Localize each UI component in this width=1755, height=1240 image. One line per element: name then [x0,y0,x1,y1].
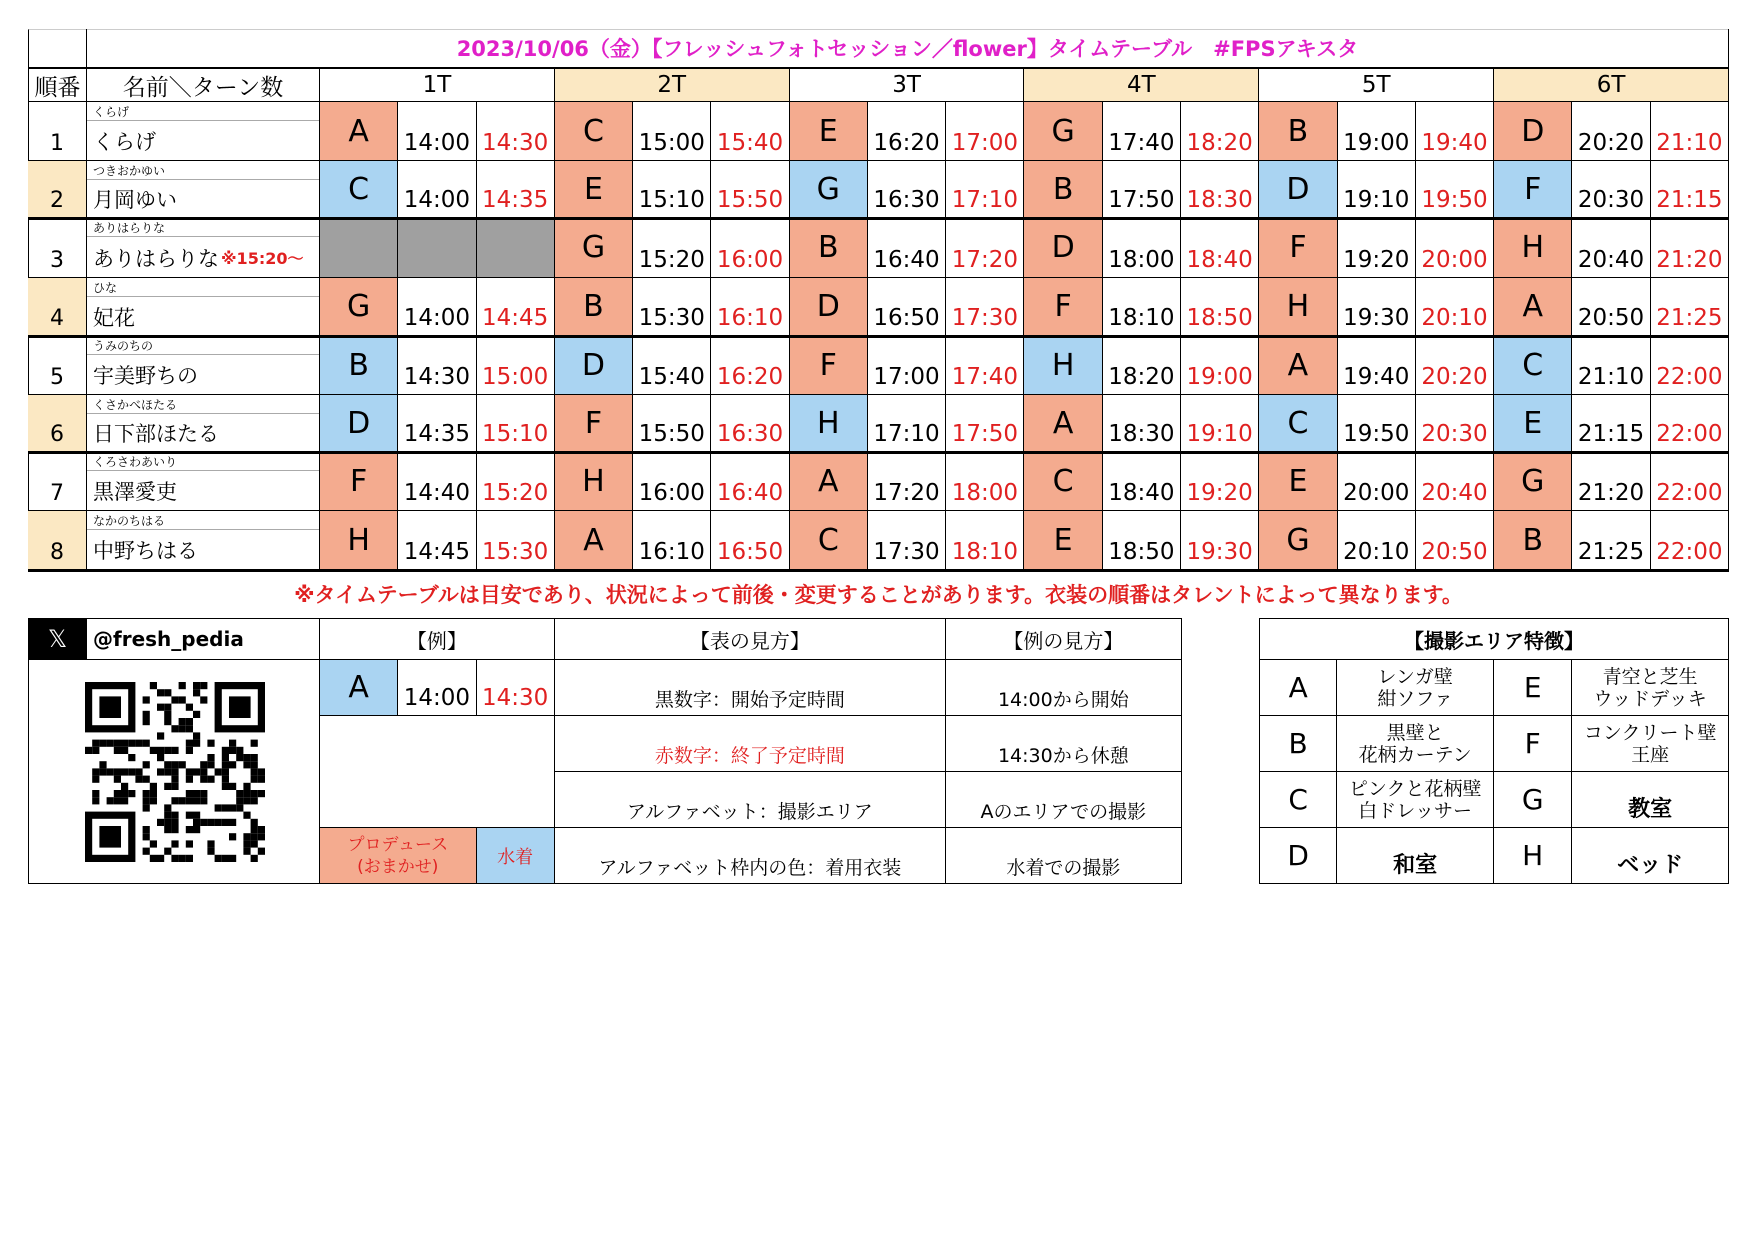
start-time: 21:25 [1572,511,1650,570]
start-time: 15:30 [633,278,711,336]
start-time: 14:00 [398,102,476,161]
area-letter: G [790,161,868,218]
start-time: 16:00 [633,452,711,511]
end-time: 16:20 [711,336,789,395]
example-reading-item: 水着での撮影 [946,828,1182,884]
area-key: E [1494,660,1572,716]
area-feature: ベッド [1617,853,1684,878]
areas-title: 【撮影エリア特徴】 [1259,618,1729,660]
qr-code-image[interactable] [85,682,265,862]
example-start-time: 14:00 [398,660,476,716]
end-time: 20:30 [1416,395,1494,452]
area-description [1572,772,1729,828]
example-reading-item: 14:00から開始 [946,660,1182,716]
start-time: 14:00 [398,161,476,218]
header-order: 順番 [28,69,87,102]
area-description [1337,716,1494,772]
talent-name-kana: なかのちはる [87,511,319,530]
unavailable-slot [320,218,398,278]
start-time: 18:00 [1103,218,1181,278]
area-letter: D [1494,102,1572,161]
how-to-read-title: 【表の見方】 [555,618,946,660]
how-to-read-item: アルファベット：撮影エリア [555,772,946,828]
area-letter: G [1259,511,1337,570]
example-end-time: 14:30 [477,660,555,716]
end-time: 16:40 [711,452,789,511]
area-letter: E [1259,452,1337,511]
group-divider [28,335,1729,338]
area-feature-line-1: 黒壁と [1386,721,1444,744]
end-time: 19:40 [1416,102,1494,161]
talent-name-line [87,122,319,160]
arrival-note: ※15:20～ [221,249,304,268]
produce-label: プロデュース [347,834,449,855]
end-time: 15:40 [711,102,789,161]
start-time: 18:40 [1103,452,1181,511]
end-time: 21:20 [1651,218,1729,278]
area-letter: E [1494,395,1572,452]
start-time: 18:50 [1103,511,1181,570]
row-number: 5 [28,336,87,395]
area-letter: C [555,102,633,161]
start-time: 16:30 [868,161,946,218]
end-time: 21:10 [1651,102,1729,161]
talent-name: くらげ [93,130,156,154]
end-time: 17:00 [946,102,1024,161]
start-time: 14:35 [398,395,476,452]
start-time: 14:30 [398,336,476,395]
start-time: 20:20 [1572,102,1650,161]
area-letter: C [1024,452,1102,511]
title-left-blank [28,29,87,69]
end-time: 16:50 [711,511,789,570]
talent-name-line [87,238,319,277]
area-description [1572,828,1729,884]
area-letter: H [555,452,633,511]
start-time: 19:30 [1338,278,1416,336]
area-feature-line-2: 白ドレッサー [1358,799,1473,822]
end-time: 20:10 [1416,278,1494,336]
end-time: 20:50 [1416,511,1494,570]
end-time: 17:30 [946,278,1024,336]
area-letter: B [1024,161,1102,218]
area-letter: H [1024,336,1102,395]
area-feature-line-2: 紺ソファ [1377,687,1453,710]
area-description [1337,828,1494,884]
end-time: 21:25 [1651,278,1729,336]
area-description [1337,660,1494,716]
area-key: H [1494,828,1572,884]
header-turn-2: 2T [555,69,790,102]
example-reading-item: 14:30から休憩 [946,716,1182,772]
start-time: 14:40 [398,452,476,511]
start-time: 21:10 [1572,336,1650,395]
area-letter: B [1259,102,1337,161]
talent-name: 中野ちはる [93,539,198,563]
area-letter: B [555,278,633,336]
area-letter: E [555,161,633,218]
end-time: 19:10 [1181,395,1259,452]
x-logo-icon: 𝕏 [28,618,87,660]
talent-name: 妃花 [93,305,135,330]
header-turn-1: 1T [320,69,555,102]
area-feature: 教室 [1628,797,1673,822]
area-key: C [1259,772,1337,828]
header-turn-6: 6T [1494,69,1729,102]
end-time: 22:00 [1651,395,1729,452]
start-time: 17:50 [1103,161,1181,218]
swimsuit-legend: 水着 [477,828,555,884]
area-letter: F [1024,278,1102,336]
page-title: 2023/10/06（金）【フレッシュフォトセッション／flower】タイムテーブル #FPSアキスタ [87,29,1729,69]
start-time: 19:50 [1338,395,1416,452]
area-letter: F [555,395,633,452]
area-letter: C [790,511,868,570]
start-time: 19:20 [1338,218,1416,278]
start-time: 20:30 [1572,161,1650,218]
example-title: 【例】 [320,618,555,660]
group-divider [28,217,1729,220]
example-blank [320,716,555,828]
example-area-letter: A [320,660,398,716]
area-letter: C [1259,395,1337,452]
end-time: 22:00 [1651,336,1729,395]
end-time: 15:00 [477,336,555,395]
row-number: 4 [28,278,87,336]
start-time: 20:50 [1572,278,1650,336]
example-reading-title: 【例の見方】 [946,618,1182,660]
end-time: 15:30 [477,511,555,570]
area-description [1572,660,1729,716]
talent-name-cell [87,218,320,278]
area-letter: H [790,395,868,452]
area-letter: G [320,278,398,336]
end-time: 16:00 [711,218,789,278]
header-turn-4: 4T [1024,69,1259,102]
area-letter: B [320,336,398,395]
area-key: G [1494,772,1572,828]
area-key: A [1259,660,1337,716]
talent-name: ありはらりな [93,246,219,271]
talent-name-kana: くさかべほたる [87,395,319,414]
start-time: 19:00 [1338,102,1416,161]
how-to-read-item: アルファベット枠内の色：着用衣装 [555,828,946,884]
area-letter: D [1259,161,1337,218]
area-letter: F [1494,161,1572,218]
end-time: 19:00 [1181,336,1259,395]
talent-name: 宇美野ちの [93,364,198,388]
header-name: 名前＼ターン数 [87,69,320,102]
row-number: 6 [28,395,87,452]
area-letter: E [1024,511,1102,570]
area-feature-line-2: 花柄カーテン [1358,743,1472,766]
area-feature-line-1: コンクリート壁 [1583,721,1717,744]
area-description [1572,716,1729,772]
end-time: 19:30 [1181,511,1259,570]
area-letter: B [1494,511,1572,570]
talent-name-cell [87,395,320,452]
talent-name-line [87,181,319,217]
row-number: 2 [28,161,87,218]
group-divider [28,451,1729,454]
area-letter: F [320,452,398,511]
end-time: 16:10 [711,278,789,336]
talent-name-cell [87,511,320,570]
start-time: 17:20 [868,452,946,511]
area-letter: H [1494,218,1572,278]
area-letter: C [1494,336,1572,395]
row-number: 8 [28,511,87,570]
start-time: 16:40 [868,218,946,278]
area-letter: C [320,161,398,218]
talent-name-cell [87,102,320,161]
start-time: 18:20 [1103,336,1181,395]
area-key: F [1494,716,1572,772]
area-letter: A [320,102,398,161]
area-letter: A [1494,278,1572,336]
end-time: 19:50 [1416,161,1494,218]
talent-name: 月岡ゆい [93,188,177,212]
end-time: 17:10 [946,161,1024,218]
area-feature-line-1: 青空と芝生 [1602,665,1698,688]
talent-name-kana: くろさわあいり [87,452,319,471]
end-time: 16:30 [711,395,789,452]
start-time [398,218,476,278]
area-letter: A [555,511,633,570]
end-time: 18:40 [1181,218,1259,278]
end-time: 17:40 [946,336,1024,395]
area-feature-line-1: ピンクと花柄壁 [1348,777,1482,800]
start-time: 19:40 [1338,336,1416,395]
area-letter: A [1024,395,1102,452]
start-time: 21:20 [1572,452,1650,511]
start-time: 14:45 [398,511,476,570]
talent-name-kana: くらげ [87,102,319,121]
talent-name-kana: うみのちの [87,336,319,355]
talent-name-kana: ありはらりな [87,218,319,237]
talent-name-line [87,415,319,451]
end-time: 15:50 [711,161,789,218]
talent-name-cell [87,336,320,395]
area-letter: D [1024,218,1102,278]
end-time: 20:00 [1416,218,1494,278]
start-time: 17:10 [868,395,946,452]
area-letter: B [790,218,868,278]
area-letter: H [1259,278,1337,336]
produce-legend [320,828,477,884]
talent-name-line [87,531,319,569]
area-feature: 和室 [1393,853,1438,878]
produce-sub-label: (おまかせ) [357,856,439,877]
area-letter: D [790,278,868,336]
area-letter: H [320,511,398,570]
start-time: 15:10 [633,161,711,218]
end-time: 17:50 [946,395,1024,452]
talent-name-cell [87,452,320,511]
start-time: 15:50 [633,395,711,452]
talent-name-line [87,298,319,335]
start-time: 15:40 [633,336,711,395]
area-letter: G [555,218,633,278]
area-letter: G [1494,452,1572,511]
end-time: 18:20 [1181,102,1259,161]
area-letter: A [1259,336,1337,395]
end-time: 18:10 [946,511,1024,570]
notice-text: ※タイムテーブルは目安であり、状況によって前後・変更することがあります。衣装の順番はタレントによって異なります。 [294,583,1463,607]
end-time: 14:45 [477,278,555,336]
area-description [1337,772,1494,828]
end-time: 22:00 [1651,511,1729,570]
start-time: 20:00 [1338,452,1416,511]
talent-name-line [87,472,319,510]
end-time: 18:00 [946,452,1024,511]
start-time: 21:15 [1572,395,1650,452]
start-time: 18:10 [1103,278,1181,336]
talent-name-kana: ひな [87,278,319,297]
start-time: 17:00 [868,336,946,395]
start-time: 15:00 [633,102,711,161]
how-to-read-item: 黒数字：開始予定時間 [555,660,946,716]
x-handle[interactable]: @fresh_pedia [87,618,320,660]
talent-name-cell [87,161,320,218]
area-feature-line-2: ウッドデッキ [1593,687,1707,710]
end-time: 22:00 [1651,452,1729,511]
area-letter: F [1259,218,1337,278]
start-time: 19:10 [1338,161,1416,218]
talent-name-cell [87,278,320,336]
start-time: 20:10 [1338,511,1416,570]
area-letter: F [790,336,868,395]
end-time: 15:20 [477,452,555,511]
start-time: 14:00 [398,278,476,336]
start-time: 17:30 [868,511,946,570]
area-feature-line-1: レンガ壁 [1377,665,1453,688]
end-time: 20:20 [1416,336,1494,395]
area-key: D [1259,828,1337,884]
start-time: 18:30 [1103,395,1181,452]
end-time: 18:50 [1181,278,1259,336]
area-letter: A [790,452,868,511]
start-time: 16:50 [868,278,946,336]
end-time: 17:20 [946,218,1024,278]
area-key: B [1259,716,1337,772]
example-reading-item: Aのエリアでの撮影 [946,772,1182,828]
talent-name-line [87,356,319,394]
area-feature-line-2: 王座 [1631,743,1670,766]
talent-name: 黒澤愛吏 [93,480,177,504]
start-time: 15:20 [633,218,711,278]
talent-name: 日下部ほたる [93,422,219,446]
end-time [477,218,555,278]
end-time: 14:35 [477,161,555,218]
end-time: 20:40 [1416,452,1494,511]
row-number: 7 [28,452,87,511]
how-to-read-item: 赤数字：終了予定時間 [555,716,946,772]
area-letter: D [320,395,398,452]
area-letter: D [555,336,633,395]
row-number: 3 [28,218,87,278]
talent-name-kana: つきおかゆい [87,161,319,180]
end-time: 14:30 [477,102,555,161]
end-time: 21:15 [1651,161,1729,218]
area-letter: G [1024,102,1102,161]
start-time: 16:20 [868,102,946,161]
start-time: 17:40 [1103,102,1181,161]
area-letter: E [790,102,868,161]
start-time: 16:10 [633,511,711,570]
row-number: 1 [28,102,87,161]
header-turn-3: 3T [790,69,1025,102]
end-time: 19:20 [1181,452,1259,511]
end-time: 15:10 [477,395,555,452]
qr-code-box [28,660,320,884]
header-turn-5: 5T [1259,69,1494,102]
end-time: 18:30 [1181,161,1259,218]
start-time: 20:40 [1572,218,1650,278]
